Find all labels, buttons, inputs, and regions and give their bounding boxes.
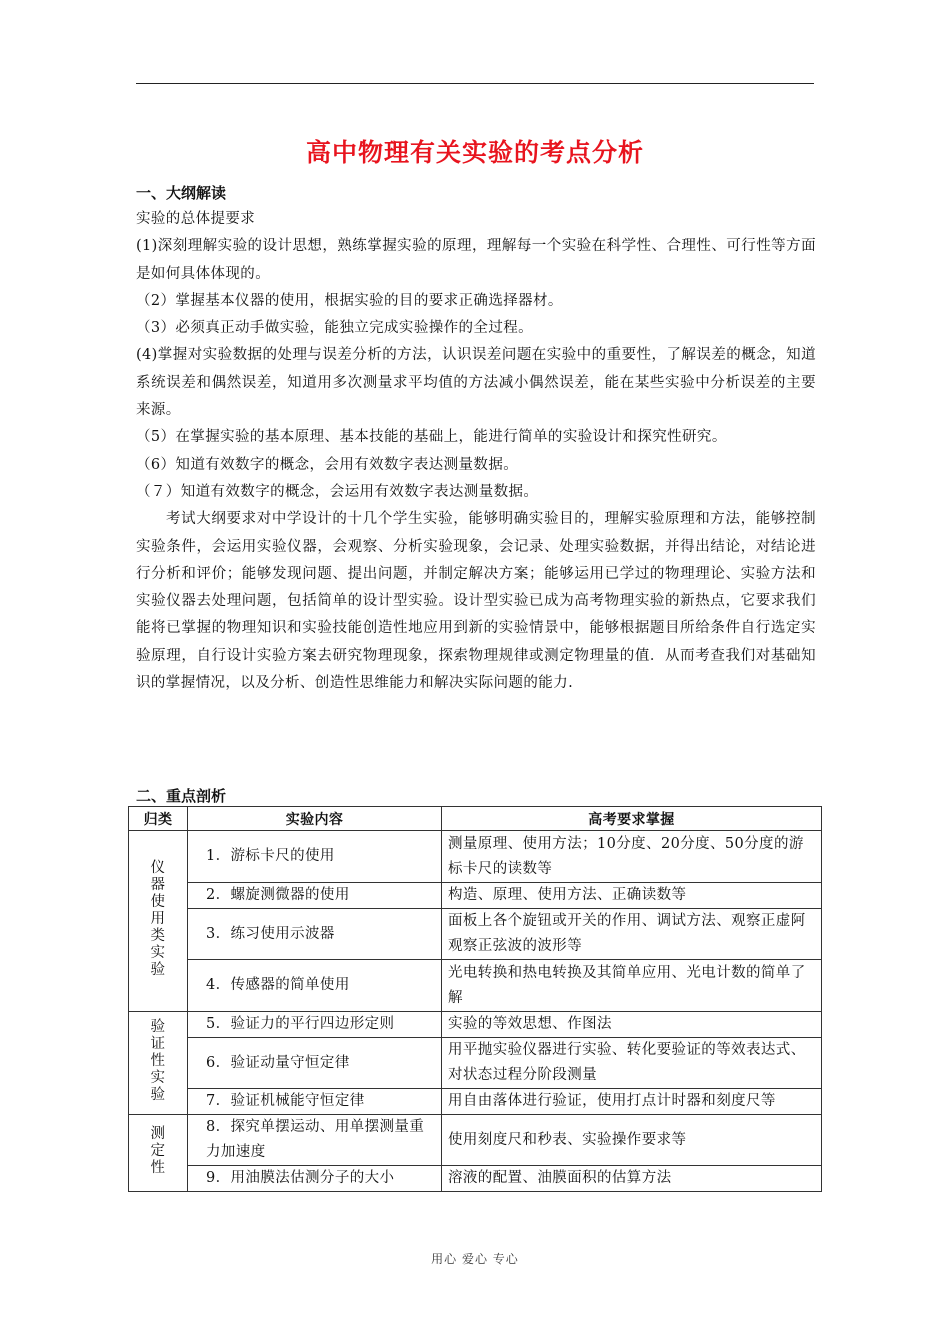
table-row <box>129 1012 822 1038</box>
experiment-name: 7．验证机械能守恒定律 <box>188 1089 442 1115</box>
experiment-requirement: 光电转换和热电转换及其简单应用、光电计数的简单了解 <box>442 960 822 1012</box>
table-row <box>129 1115 822 1166</box>
paragraph: （2）掌握基本仪器的使用，根据实验的目的要求正确选择器材。 <box>136 292 563 309</box>
table-row <box>129 1089 822 1115</box>
header-requirement: 高考要求掌握 <box>442 807 822 831</box>
paragraph: (4)掌握对实验数据的处理与误差分析的方法，认识误差问题在实验中的重要性，了解误差的概念，知道系统误差和偶然误差，知道用多次测量求平均值的方法减小偶然误差，能在某些实验中分析误差的主要来源。 <box>136 347 816 419</box>
table-row <box>129 831 822 883</box>
table-row <box>129 960 822 1012</box>
experiment-table <box>128 806 822 1192</box>
experiment-name: 4．传感器的简单使用 <box>188 960 442 1012</box>
experiment-requirement: 构造、原理、使用方法、正确读数等 <box>442 883 822 909</box>
section-outline <box>136 180 816 697</box>
document-title: 高中物理有关实验的考点分析 <box>305 138 644 167</box>
header-rule <box>136 83 814 84</box>
table-row <box>129 909 822 960</box>
experiment-name: 3．练习使用示波器 <box>188 909 442 960</box>
paragraph: 实验的总体提要求 <box>136 211 256 227</box>
section-heading-outline: 一、大纲解读 <box>136 184 227 202</box>
section-heading-key-points: 二、重点剖析 <box>136 787 227 805</box>
paragraph: （5）在掌握实验的基本原理、基本技能的基础上，能进行简单的实验设计和探究性研究。 <box>136 429 727 446</box>
experiment-name: 8．探究单摆运动、用单摆测量重力加速度 <box>188 1115 442 1166</box>
table-header-row <box>129 807 822 831</box>
table-row <box>129 1038 822 1089</box>
table-row <box>129 1166 822 1192</box>
category-label: 验证性实验 <box>150 1018 166 1103</box>
experiment-requirement: 溶液的配置、油膜面积的估算方法 <box>442 1166 822 1192</box>
experiment-name: 2．螺旋测微器的使用 <box>188 883 442 909</box>
experiment-name: 6．验证动量守恒定律 <box>188 1038 442 1089</box>
experiment-name: 9．用油膜法估测分子的大小 <box>188 1166 442 1192</box>
paragraph: (1)深刻理解实验的设计思想，熟练掌握实验的原理，理解每一个实验在科学性、合理性、可行性等方面是如何具体体现的。 <box>136 238 816 282</box>
category-measurement <box>129 1115 188 1192</box>
table-row <box>129 883 822 909</box>
experiment-requirement: 面板上各个旋钮或开关的作用、调试方法、观察正虚阿观察正弦波的波形等 <box>442 909 822 960</box>
paragraph: （７）知道有效数字的概念，会运用有效数字表达测量数据。 <box>136 483 539 500</box>
category-verification <box>129 1012 188 1115</box>
paragraph: （6）知道有效数字的概念，会用有效数字表达测量数据。 <box>136 456 519 473</box>
summary-paragraph: 考试大纲要求对中学设计的十几个学生实验，能够明确实验目的，理解实验原理和方法，能够控制实验条件，会运用实验仪器，会观察、分析实验现象，会记录、处理实验数据，并得出结论，对结论进行分析和评价；能够发现问题、提出问题，并制定解决方案；能够运用已学过的物理理论、实验方法和实验仪器去处理问题，包括简单的设计型实验。设计型实验已成为高考物理实验的新热点，它要求我们能将已掌握的物理知识和实验技能创造性地应用到新的实验情景中，能够根据题目所给条件自行选定实验原理，自行设计实验方案去研究物理现象，探索物理规律或测定物理量的值．从而考查我们对基础知识的掌握情况，以及分析、创造性思维能力和解决实际问题的能力. <box>136 511 816 692</box>
experiment-requirement: 用自由落体进行验证，使用打点计时器和刻度尺等 <box>442 1089 822 1115</box>
experiment-requirement: 使用刻度尺和秒表、实验操作要求等 <box>442 1115 822 1166</box>
experiment-requirement: 测量原理、使用方法；10分度、20分度、50分度的游标卡尺的读数等 <box>442 831 822 883</box>
category-instrument <box>129 831 188 1012</box>
header-content: 实验内容 <box>188 807 442 831</box>
experiment-name: 1．游标卡尺的使用 <box>188 831 442 883</box>
paragraph: （3）必须真正动手做实验，能独立完成实验操作的全过程。 <box>136 320 534 337</box>
page-footer: 用心 爱心 专心 <box>431 1252 519 1266</box>
header-category: 归类 <box>129 807 188 831</box>
category-label: 仪器使用类实验 <box>150 859 166 978</box>
experiment-name: 5．验证力的平行四边形定则 <box>188 1012 442 1038</box>
category-label: 测定性 <box>150 1125 166 1176</box>
experiment-requirement: 用平抛实验仪器进行实验、转化要验证的等效表达式、对状态过程分阶段测量 <box>442 1038 822 1089</box>
experiment-requirement: 实验的等效思想、作图法 <box>442 1012 822 1038</box>
